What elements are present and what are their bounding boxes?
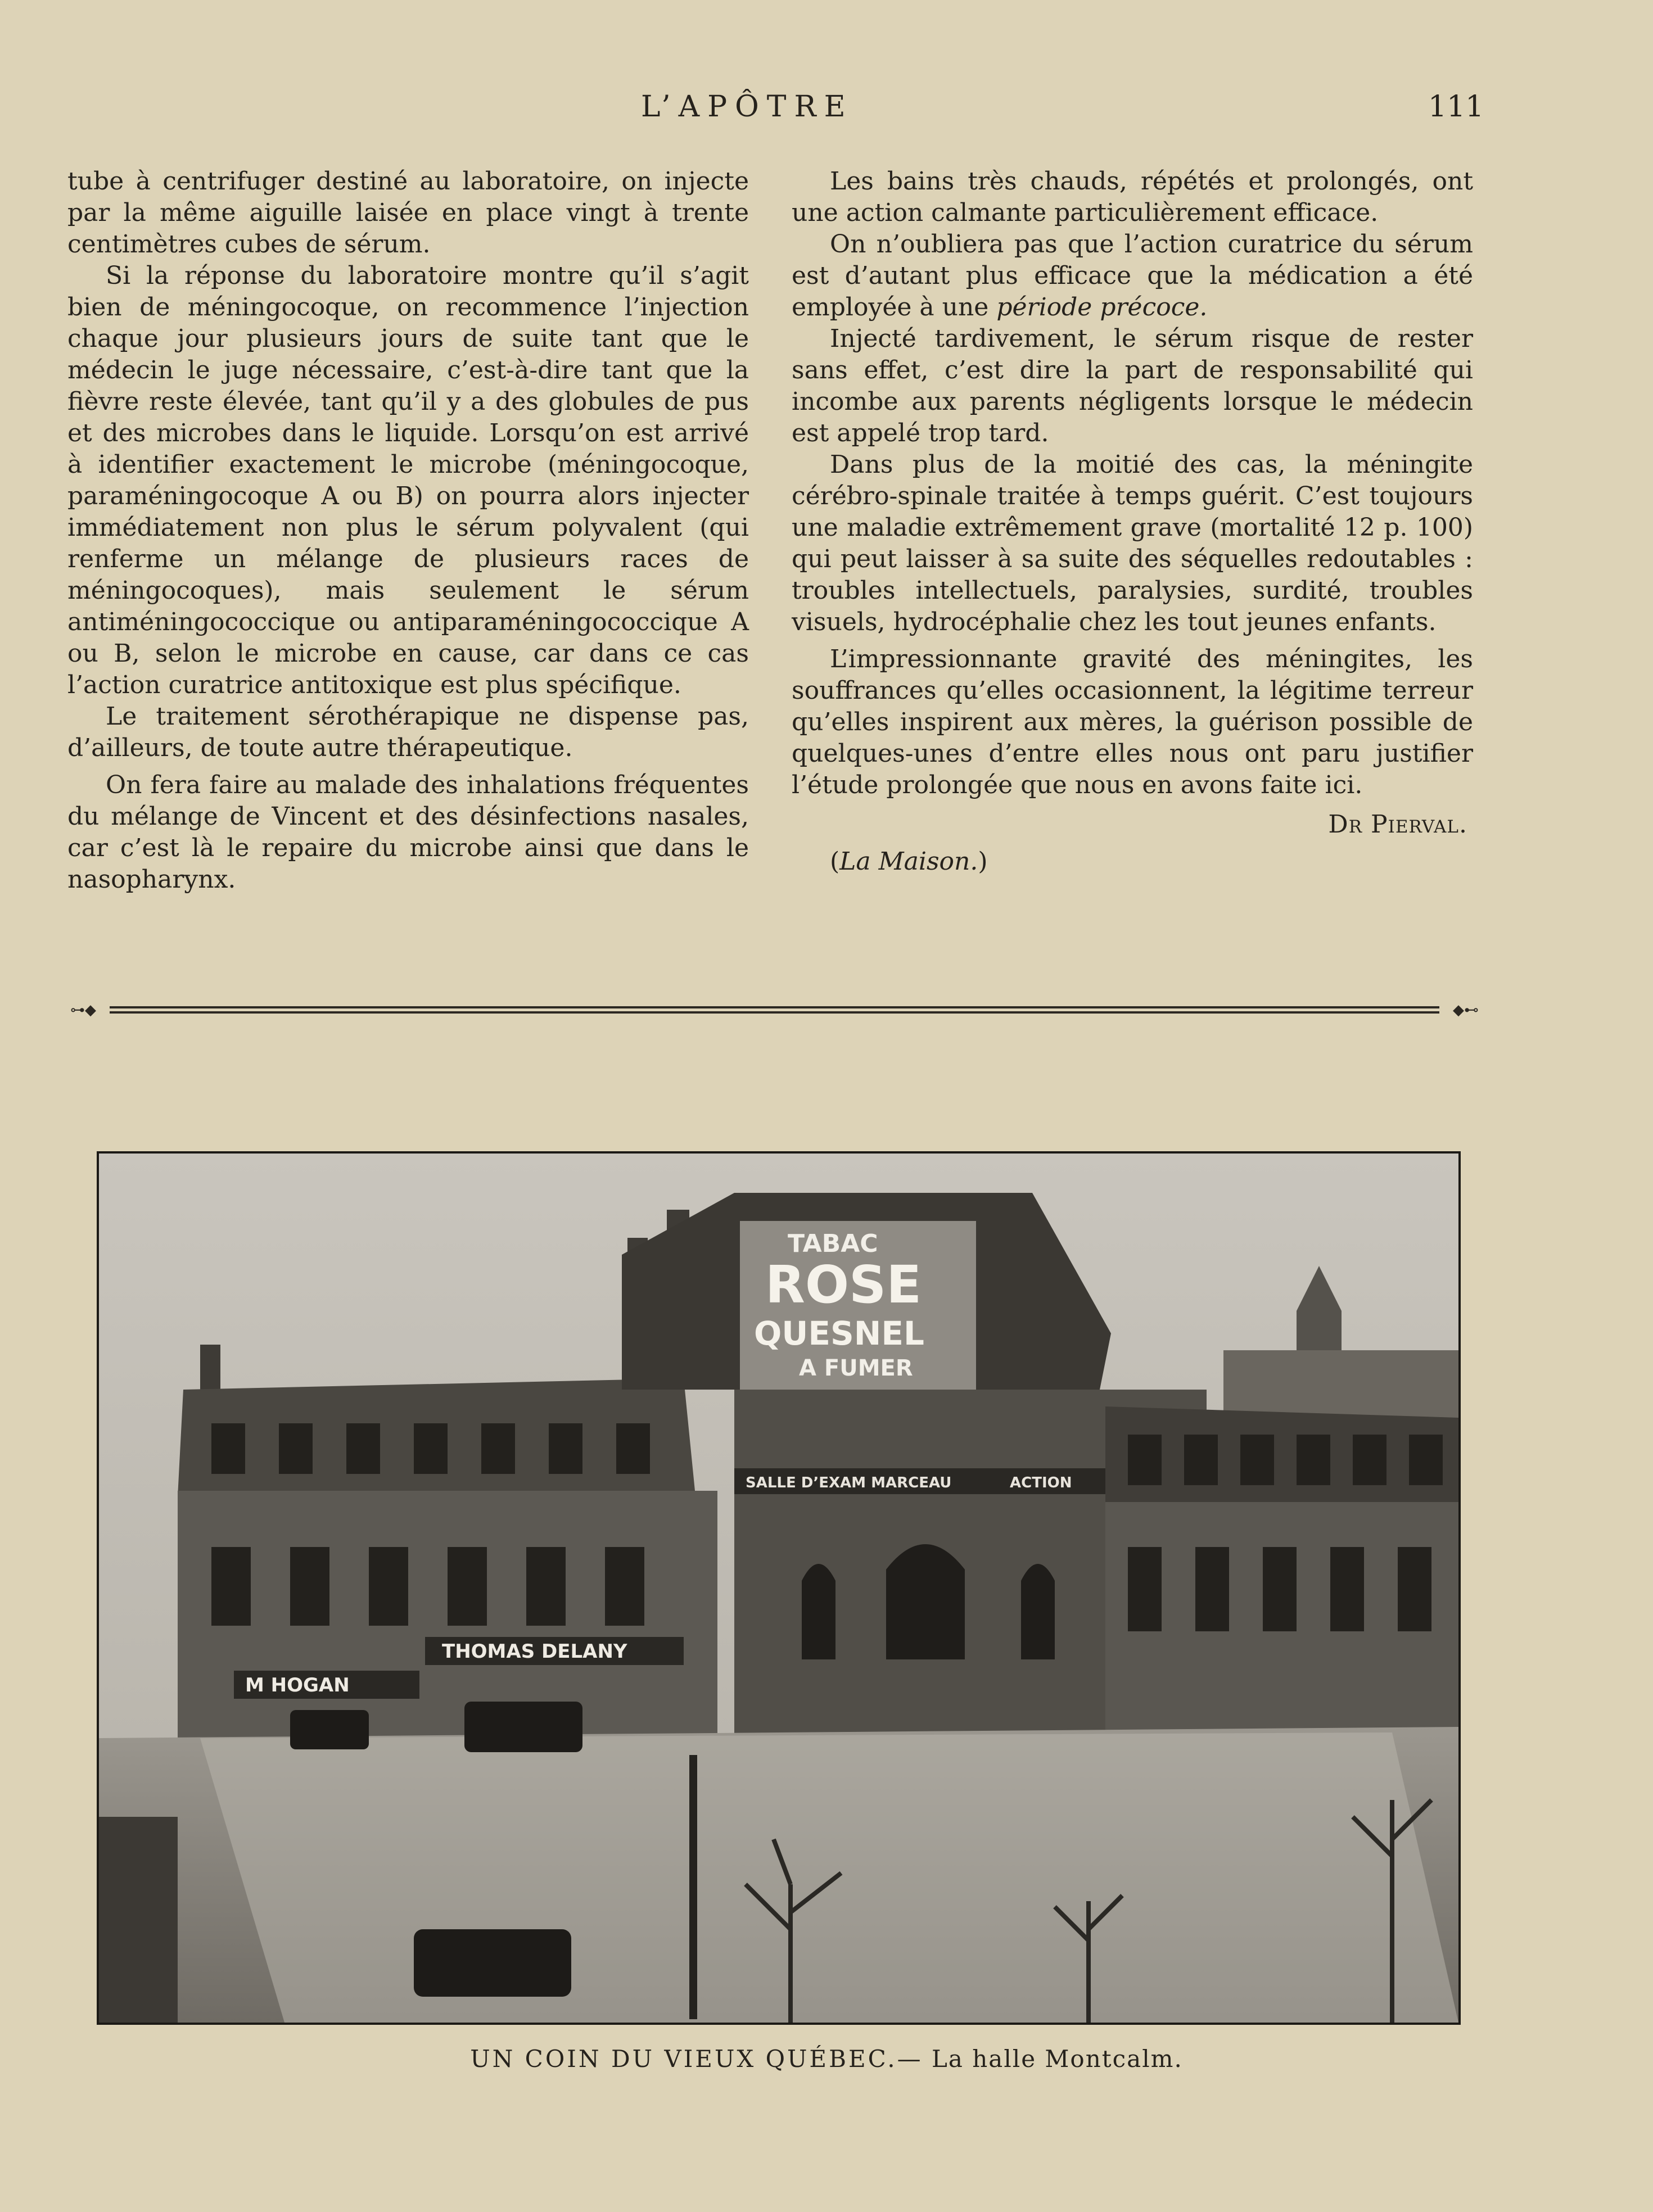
sign-fumer: A FUMER: [799, 1355, 913, 1381]
page-number: 111: [1428, 90, 1484, 124]
right-paragraph-1: Les bains très chauds, répétés et prolongés, ont une action calmante particulièrement efficace.: [792, 167, 1473, 227]
photo-illustration: [99, 1154, 1458, 2023]
rule-line-bottom: [110, 1011, 1439, 1014]
sign-delany: THOMAS DELANY: [442, 1640, 627, 1663]
sign-rose: ROSE: [765, 1255, 922, 1315]
left-paragraph-4: On fera faire au malade des inhalations fréquentes du mélange de Vincent et des désinfections nasales, car c’est là le repaire du microbe ainsi que dans le nasopharynx.: [67, 771, 749, 894]
left-paragraph-1: tube à centrifuger destiné au laboratoire, on injecte par la même aiguille laisée en place vingt à trente centimètres cubes de sérum.: [67, 167, 749, 259]
right-paragraph-5: L’impressionnante gravité des méningites, les souffrances qu’elles occasionnent, la légitime terreur qu’elles inspirent aux mères, la guérison possible de quelques-unes d’entre elles nous ont paru justifier l’étude prolongée que nous en avons faite ici.: [792, 645, 1473, 799]
snowy-square: [200, 1732, 1458, 2023]
sign-tabac: TABAC: [788, 1229, 878, 1258]
photograph-halle-montcalm: [97, 1151, 1461, 2025]
right-paragraph-2-text: On n’oubliera pas que l’action curatrice du sérum est d’autant plus efficace que la médication a été employée à une: [792, 230, 1473, 322]
rule-ornament-left-icon: ⊶◆: [70, 1002, 96, 1019]
sign-quesnel: QUESNEL: [754, 1314, 924, 1352]
arched-window-3: [1021, 1564, 1055, 1659]
source-credit: [792, 846, 1473, 877]
right-column: [792, 166, 1473, 877]
left-paragraph-2: Si la réponse du laboratoire montre qu’il s’agit bien de méningocoque, on recommence l’injection chaque jour plusieurs jours de suite tant que le médecin le juge nécessaire, c’est-à-dire tant que la fièvre reste élevée, tant qu’il y a des globules de pus et des microbes dans le liquide. Lorsqu’on est arrivé à identifier exactement le microbe (méningocoque, paraméningocoque A ou B) on pourra alors injecter immédiatement non plus le sérum polyvalent (qui renferme un mélange de plusieurs races de méningocoques), mais seulement le sérum antiméningococcique ou antiparaméningococcique A ou B, selon le microbe en cause, car dans ce cas l’action curatrice antitoxique est plus spécifique.: [67, 261, 749, 699]
photo-caption: [0, 2045, 1653, 2073]
arched-window-1: [802, 1564, 835, 1659]
left-column: [67, 166, 749, 895]
caption-title: UN COIN DU VIEUX QUÉBEC.—: [470, 2045, 923, 2073]
source-name: La Maison.: [839, 847, 978, 876]
right-paragraph-2-italic: période précoce.: [996, 293, 1208, 322]
chimney-3: [200, 1345, 220, 1395]
sign-action: ACTION: [1010, 1474, 1072, 1491]
right-paragraph-3: Injecté tardivement, le sérum risque de rester sans effet, c’est dire la part de responsabilité qui incombe aux parents négligents lorsque le médecin est appelé trop tard.: [792, 324, 1473, 447]
caption-subtitle: La halle Montcalm.: [931, 2045, 1183, 2073]
foreground-house: [99, 1817, 178, 2023]
author-signature: Dr Pierval.: [1328, 810, 1467, 839]
running-title: L’APÔTRE: [641, 90, 853, 124]
sign-hogan: M HOGAN: [245, 1674, 350, 1697]
lamp-post: [689, 1755, 697, 2019]
right-paragraph-2: [792, 229, 1473, 323]
page-header: [0, 90, 1653, 135]
right-paragraph-4: Dans plus de la moitié des cas, la méningite cérébro-spinale traitée à temps guérit. C’est toujours une maladie extrêmement grave (mortalité 12 p. 100) qui peut laisser à sa suite des séquelles redoutables : troubles intellectuels, paralysies, surdité, troubles visuels, hydrocéphalie chez les tout jeunes enfants.: [792, 450, 1473, 636]
ornamental-rule: [70, 1003, 1479, 1017]
left-paragraph-3: Le traitement sérothérapique ne dispense pas, d’ailleurs, de toute autre thérapeutique.: [67, 702, 749, 762]
sign-band: SALLE D’EXAM MARCEAU: [746, 1474, 952, 1491]
rule-ornament-right-icon: ◆⊷: [1453, 1002, 1479, 1019]
source-open-paren: (: [830, 847, 840, 876]
source-close-paren: ): [978, 847, 988, 876]
arched-window-2: [886, 1544, 965, 1659]
rule-line-top: [110, 1006, 1439, 1008]
